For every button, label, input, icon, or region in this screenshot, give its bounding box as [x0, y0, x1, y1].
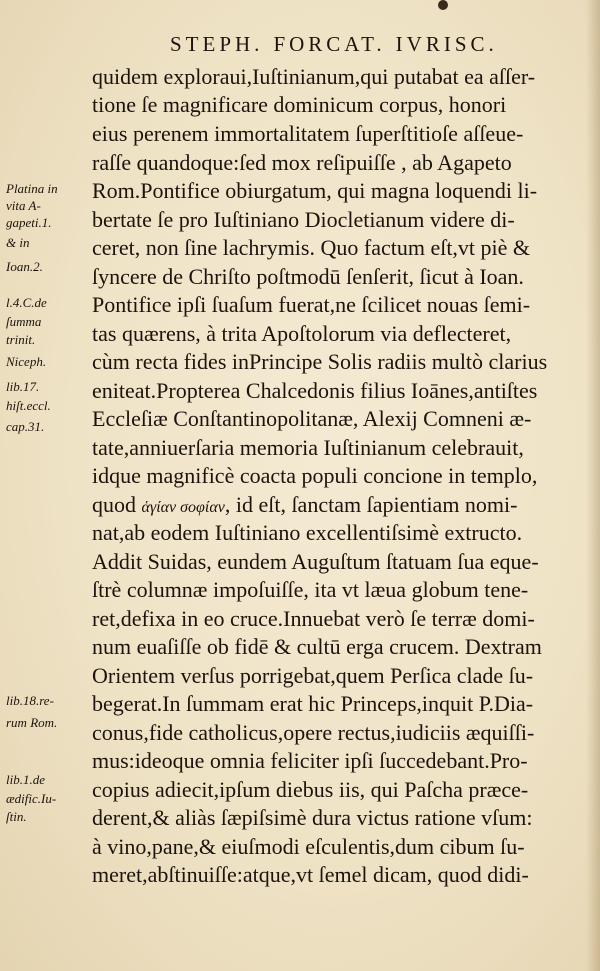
text-line: ſyncere de Chriſto poſtmodū ſenſerit, ſicut à Ioan.	[92, 264, 524, 289]
margin-note: l.4.C.de	[6, 295, 47, 310]
margin-note: & in	[6, 235, 30, 250]
text-line: ſtrè columnæ impoſuiſſe, ita vt læua globum tene-	[92, 577, 529, 602]
margin-note: lib.17.	[6, 379, 40, 394]
text-fragment: quod	[92, 492, 136, 517]
text-line: Pontifice ipſi ſuaſum fuerat,ne ſcilicet nouas ſemi-	[92, 292, 531, 317]
text-line: derent,& aliàs ſæpiſsimè dura victus ratione vſum:	[92, 805, 533, 830]
margin-note: gapeti.1.	[6, 215, 52, 230]
margin-note: ſumma	[6, 314, 42, 329]
text-line: ceret, non ſine lachrymis. Quo factum eſt,vt piè &	[92, 235, 531, 260]
greek-phrase: ἁγίαν σοφίαν	[141, 499, 225, 516]
margin-note: cap.31.	[6, 419, 45, 434]
text-line: quidem exploraui,Iuſtinianum,qui putabat ea aſſer-	[92, 64, 536, 89]
running-header	[170, 28, 500, 60]
text-line: tas quærens, à trita Apoſtolorum via deflecteret,	[92, 321, 512, 346]
margin-note: lib.1.de	[6, 772, 45, 787]
margin-note: Niceph.	[6, 354, 47, 369]
margin-note: trinit.	[6, 332, 36, 347]
text-line-with-greek	[92, 490, 568, 520]
ink-stain	[438, 0, 448, 10]
text-line: eniteat.Propterea Chalcedonis filius Ioānes,antiſtes	[92, 378, 538, 403]
text-line: cùm recta fides inPrincipe Solis radiis multò clarius	[92, 349, 548, 374]
text-line: ret,defixa in eo cruce.Innuebat verò ſe terræ domi-	[92, 606, 535, 631]
text-line: Eccleſiæ Conſtantinopolitanæ, Alexij Comneni æ-	[92, 406, 532, 431]
text-line: idque magnificè coacta populi concione in templo,	[92, 463, 538, 488]
margin-note: Ioan.2.	[6, 259, 43, 274]
text-line: raſſe quandoque:ſed mox reſipuiſſe , ab Agapeto	[92, 150, 512, 175]
margin-note: ædific.Iu-	[6, 791, 57, 806]
margin-note: Platina in	[6, 181, 58, 196]
page-edge-shadow	[586, 0, 600, 971]
text-line: begerat.In ſummam erat hic Princeps,inquit P.Dia-	[92, 691, 534, 716]
header-surname: FORCAT.	[273, 32, 386, 56]
text-line: Rom.Pontifice obiurgatum, qui magna loquendi li-	[92, 178, 538, 203]
text-line: copius adiecit,ipſum diebus iis, qui Paſcha præce-	[92, 777, 529, 802]
margin-note: hiſt.eccl.	[6, 398, 51, 413]
text-line: tate,anniuerſaria memoria Iuſtinianum celebrauit,	[92, 435, 524, 460]
margin-note: vita A-	[6, 198, 41, 213]
text-line: meret,abſtinuiſſe:atque,vt ſemel dicam, quod didi-	[92, 862, 529, 887]
header-author: STEPH.	[170, 32, 264, 56]
margin-note: rum Rom.	[6, 715, 58, 730]
text-line: nat,ab eodem Iuſtiniano excellentiſsimè extructo.	[92, 520, 523, 545]
text-line: num euaſiſſe ob fidē & cultū erga crucem. Dextram	[92, 634, 542, 659]
text-line: Addit Suidas, eundem Auguſtum ſtatuam ſua eque-	[92, 549, 539, 574]
text-line: conus,fide catholicus,opere rectus,iudiciis æquiſſi-	[92, 720, 535, 745]
text-line: Orientem verſus porrigebat,quem Perſica clade ſu-	[92, 663, 534, 688]
margin-note: lib.18.re-	[6, 693, 54, 708]
text-line: à vino,pane,& eiuſmodi eſculentis,dum cibum ſu-	[92, 834, 525, 859]
margin-note: ſtin.	[6, 809, 27, 824]
text-line: mus:ideoque omnia feliciter ipſi ſuccedebant.Pro-	[92, 748, 528, 773]
text-line: eius perenem immortalitatem ſuperſtitioſe aſſeue-	[92, 121, 524, 146]
text-line: tione ſe magnificare dominicum corpus, honori	[92, 92, 507, 117]
text-fragment: , id eſt, ſanctam ſapientiam nomi-	[224, 492, 518, 517]
header-title: IVRISC.	[395, 32, 498, 56]
text-line: bertate ſe pro Iuſtiniano Diocletianum videre di-	[92, 207, 515, 232]
